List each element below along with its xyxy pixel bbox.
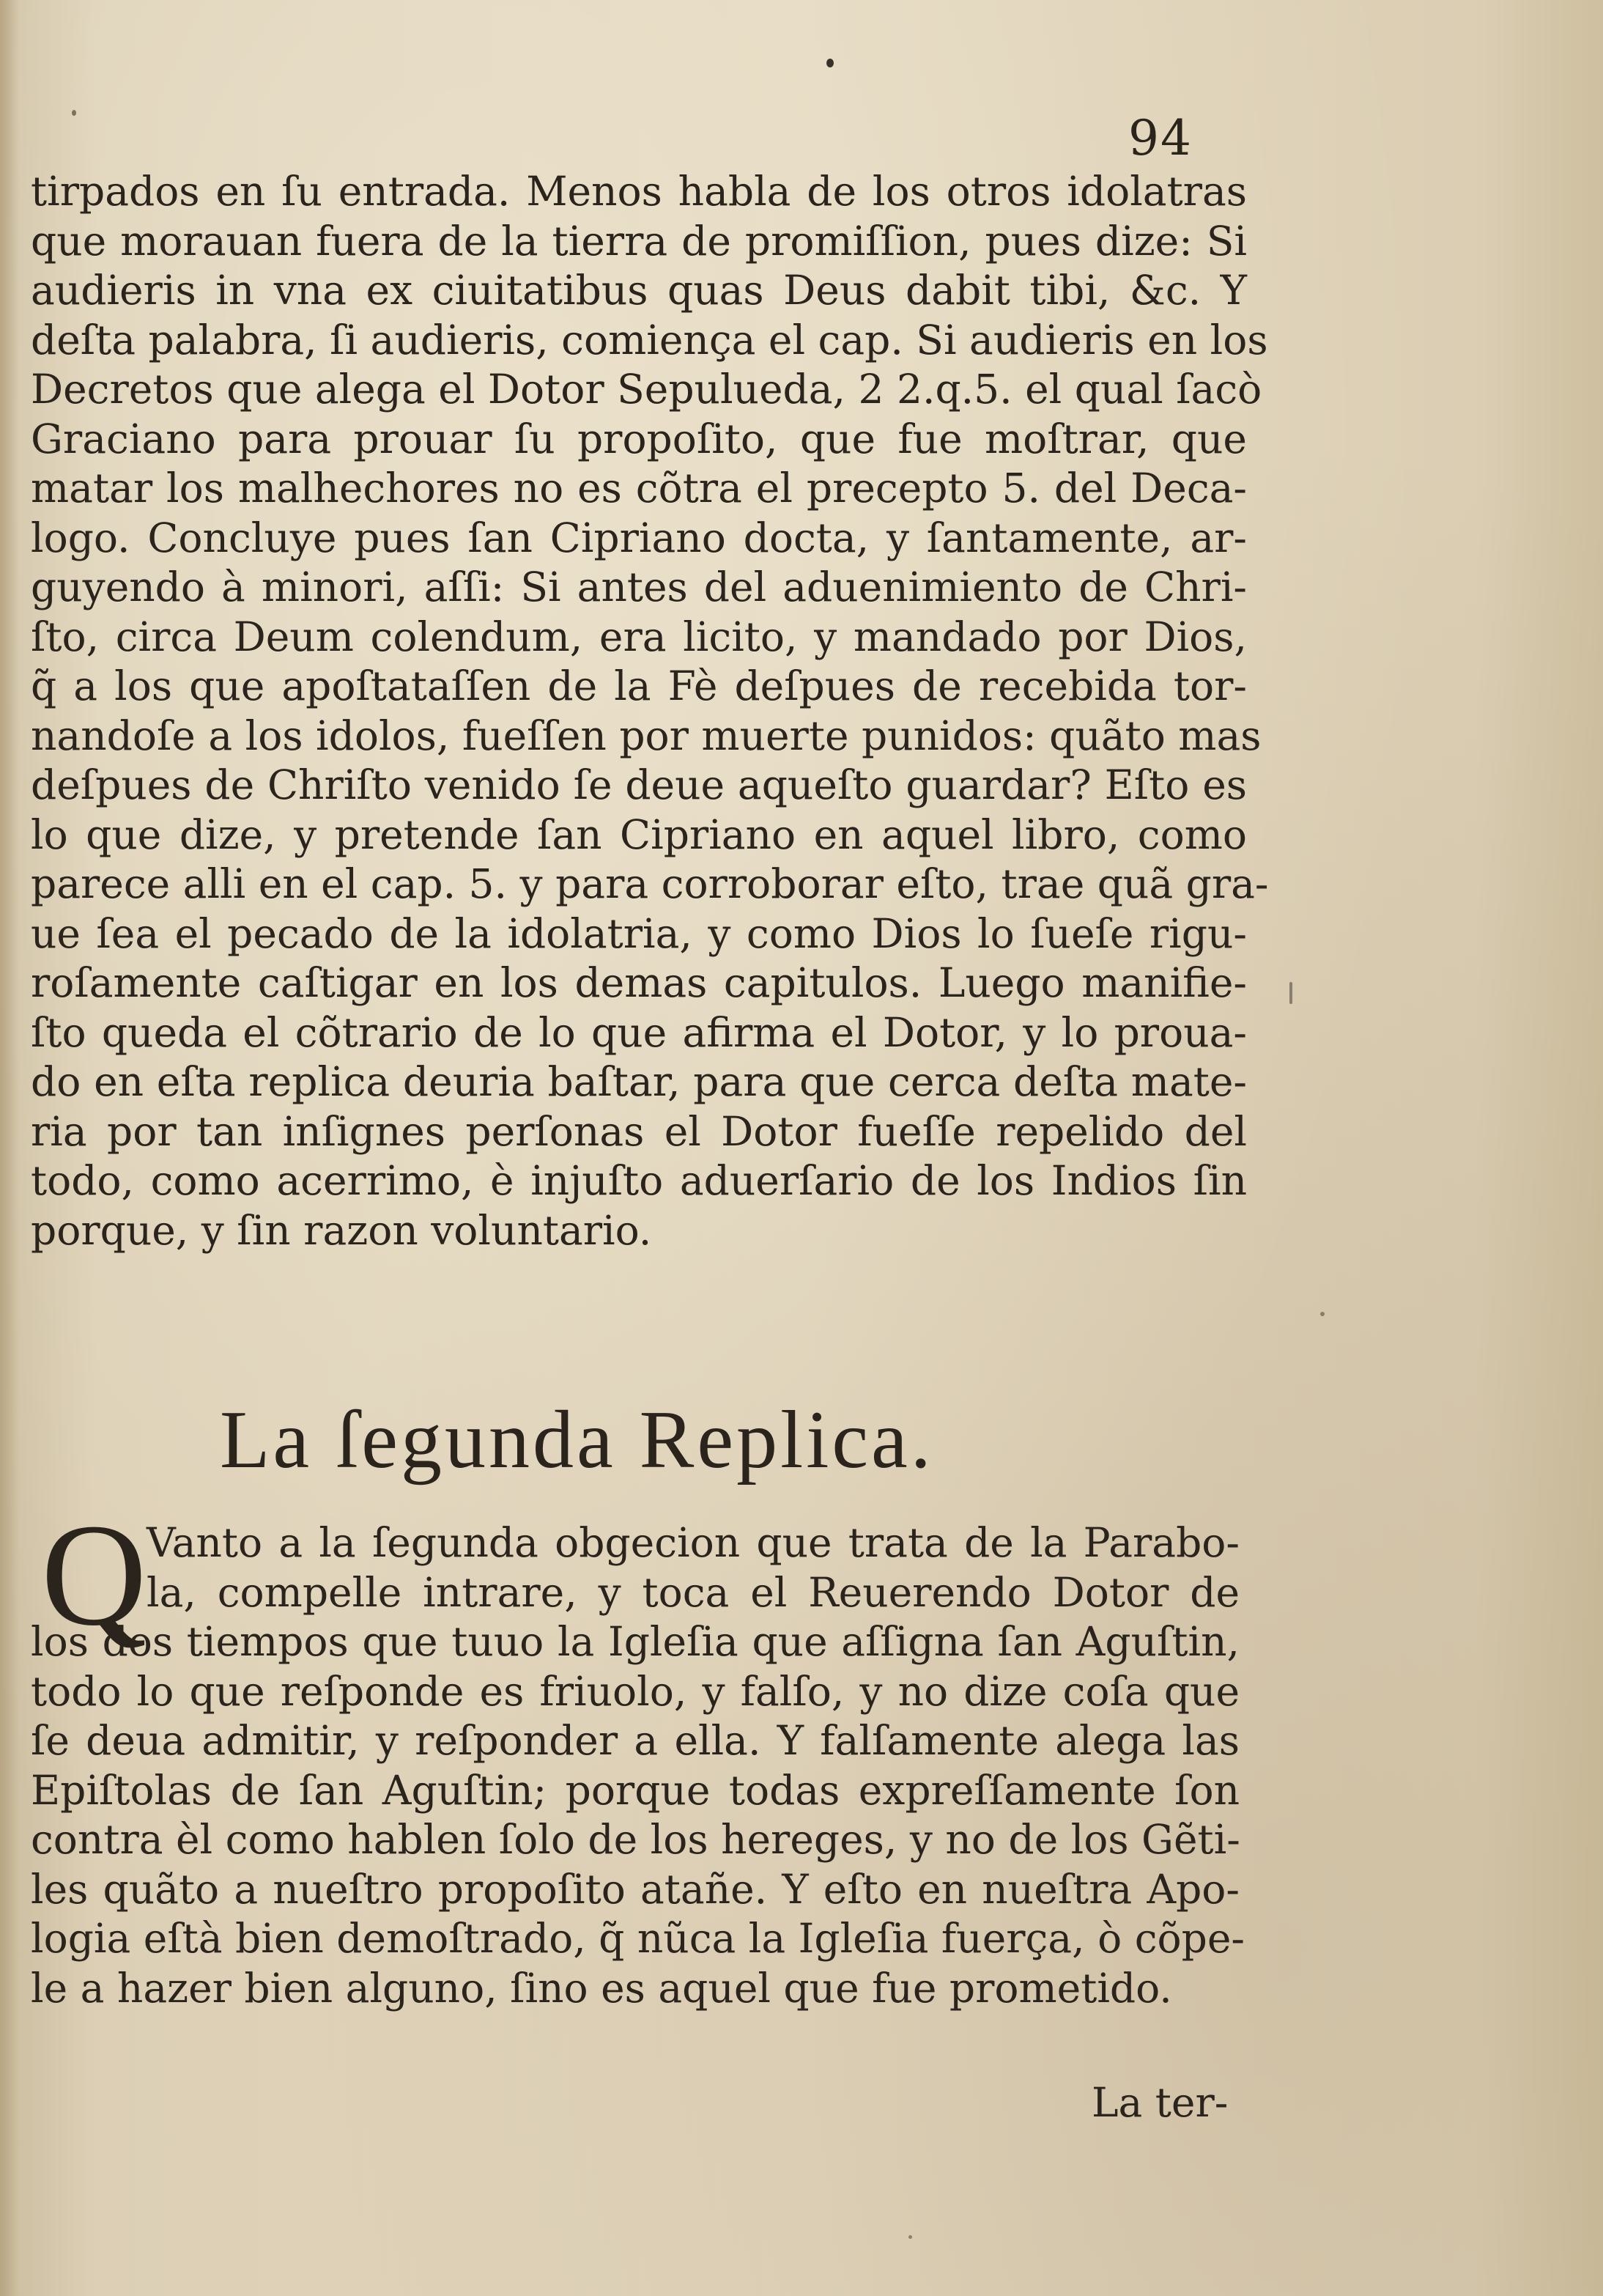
text-line: lo que dize, y pretende ſan Cipriano en aquel libro, como — [31, 811, 1247, 858]
text-line: ſto queda el cõtrario de lo que afirma el Dotor, y lo proua- — [31, 1008, 1247, 1056]
text-line: ria por tan inſignes perſonas el Dotor fueſſe repelido del — [31, 1107, 1247, 1155]
text-line: nandoſe a los idolos, fueſſen por muerte punidos: quãto mas — [31, 712, 1262, 759]
text-line: ſe deua admitir, y reſponder a ella. Y falſamente alega las — [31, 1717, 1240, 1764]
text-line: que morauan fuera de la tierra de promiſſion, pues dize: Si — [31, 217, 1247, 265]
text-line: porque, y ſin razon voluntario. — [31, 1206, 652, 1254]
text-line: Graciano para prouar ſu propoſito, que fue moſtrar, que — [31, 415, 1247, 462]
text-line: todo lo que reſponde es friuolo, y falſo, y no dize coſa que — [31, 1667, 1240, 1715]
text-line: Epiſtolas de ſan Aguſtin; porque todas expreſſamente ſon — [31, 1766, 1240, 1814]
body-text — [31, 167, 1269, 1255]
text-line: parece alli en el cap. 5. y para corroborar eſto, trae quã gra- — [31, 860, 1269, 907]
text-line: audieris in vna ex ciuitatibus quas Deus dabit tibi, &c. Y — [31, 267, 1247, 314]
text-line: contra èl como hablen ſolo de los hereges, y no de los Gẽti- — [31, 1816, 1240, 1863]
ink-speck — [1320, 1312, 1325, 1316]
ink-speck — [1289, 982, 1292, 1004]
text-line: logo. Concluye pues ſan Cipriano docta, y ſantamente, ar- — [31, 514, 1247, 561]
text-line: logia eſtà bien demoſtrado, q̃ nũca la Igleſia fuerça, ò cõpe- — [31, 1915, 1245, 1962]
text-line: le a hazer bien alguno, ſino es aquel que fue prometido. — [31, 1964, 1172, 2012]
text-line: Decretos que alega el Dotor Sepulueda, 2 2.q.5. el qual ſacò — [31, 366, 1262, 413]
drop-cap: Q — [41, 1494, 147, 1656]
text-line: los dos tiempos que tuuo la Igleſia que aſſigna ſan Aguſtin, — [31, 1618, 1240, 1665]
ink-speck — [908, 2235, 912, 2239]
text-line: Vanto a la ſegunda obgecion que trata de la Parabo- — [147, 1519, 1240, 1566]
text-line: guyendo à minori, aſſi: Si antes del aduenimiento de Chri- — [31, 564, 1247, 610]
text-line: ue ſea el pecado de la idolatria, y como Dios lo ſueſe rigu- — [31, 909, 1247, 957]
section-text — [31, 1518, 1245, 2013]
text-line: roſamente caſtigar en los demas capitulos. Luego manifie- — [31, 959, 1247, 1006]
text-line: les quãto a nueſtro propoſito atañe. Y eſto en nueſtra Apo- — [31, 1865, 1240, 1913]
catchword: La ter- — [1092, 2079, 1229, 2126]
text-line: deſpues de Chriſto venido ſe deue aqueſto guardar? Eſto es — [31, 761, 1247, 808]
text-line: todo, como acerrimo, è injuſto aduerſario de los Indios ſin — [31, 1157, 1247, 1204]
text-line: matar los malhechores no es cõtra el precepto 5. del Deca- — [31, 465, 1247, 512]
ink-speck — [72, 110, 76, 116]
text-line: tirpados en ſu entrada. Menos habla de los otros idolatras — [31, 168, 1247, 215]
text-line: do en eſta replica deuria baſtar, para que cerca deſta mate- — [31, 1058, 1247, 1105]
page-number: 94 — [1128, 110, 1193, 166]
ink-speck — [826, 59, 834, 67]
text-line: la, compelle intrare, y toca el Reuerendo Dotor de — [147, 1568, 1240, 1616]
text-line: ſto, circa Deum colendum, era licito, y mandado por Dios, — [31, 613, 1247, 660]
section-heading: La ſegunda Replica. — [220, 1395, 934, 1485]
text-line: deſta palabra, ſi audieris, comiença el cap. Si audieris en los — [31, 316, 1268, 363]
text-line: q̃ a los que apoſtataſſen de la Fè deſpues de recebida tor- — [31, 662, 1247, 709]
